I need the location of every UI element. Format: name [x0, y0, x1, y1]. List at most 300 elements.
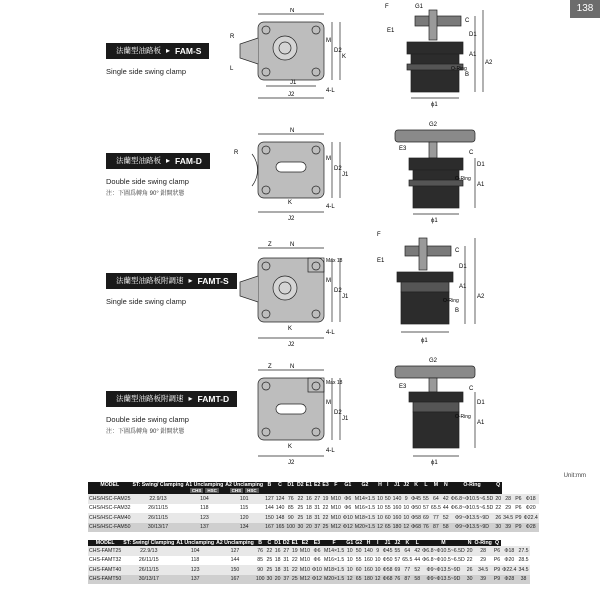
table-cell: 140	[275, 505, 285, 512]
table-cell: Φ22.4	[523, 514, 538, 521]
table-cell: 19	[291, 547, 298, 554]
table-cell: CHS/HSC-FAM25	[89, 495, 131, 502]
table-cell: 42	[442, 495, 449, 502]
table-cell: M20×1.5	[354, 524, 376, 531]
table-cell: 104	[190, 547, 200, 554]
table-cell: 160	[392, 505, 402, 512]
section-fam-d	[0, 118, 600, 230]
side-view-drawing	[375, 228, 495, 350]
table-cell: 134	[239, 524, 249, 531]
column-header: A1 Unclamping	[185, 482, 224, 488]
model-title-bar	[106, 43, 209, 59]
table-cell: 10	[377, 505, 383, 512]
dim-label: A2	[485, 60, 493, 66]
table-header-row	[88, 482, 539, 488]
table-cell: 65	[355, 576, 362, 583]
table-cell: Φ6.8~Φ10.5~6.5D	[450, 505, 494, 512]
dim-label: N	[290, 128, 295, 134]
dim-label: ϕ1	[431, 460, 438, 466]
table-cell: Φ50	[382, 557, 393, 564]
table-cell: 150	[230, 566, 240, 573]
table-cell: 19	[322, 495, 329, 502]
table-cell: CHS-FAMT25	[89, 547, 122, 554]
table-cell: 127	[230, 547, 240, 554]
table-cell: 22	[322, 505, 329, 512]
table-cell: 22	[297, 495, 304, 502]
table-cell: 52	[414, 566, 421, 573]
table-cell: Φ12	[342, 524, 353, 531]
column-header: N	[442, 482, 450, 488]
table-cell: 30	[297, 524, 304, 531]
table-cell: 57	[394, 557, 401, 564]
table-cell: 55	[355, 557, 362, 564]
column-header: D2	[282, 540, 290, 546]
table-cell: 90	[257, 566, 264, 573]
column-header: A2 Unclamping	[216, 540, 254, 546]
dim-label: G2	[429, 358, 438, 364]
table-cell: 144	[230, 557, 240, 564]
table-cell: 118	[191, 557, 200, 564]
table-cell: 10	[377, 514, 383, 521]
column-header: J2	[403, 482, 410, 488]
table-cell: Φ6	[313, 547, 321, 554]
dim-label: N	[290, 242, 295, 248]
table-cell: 26/11/15	[148, 514, 168, 521]
column-header: E3	[322, 482, 329, 488]
table-cell: 167	[230, 576, 240, 583]
column-header: MODEL	[88, 482, 132, 488]
table-cell: 60	[355, 566, 362, 573]
column-header: ST: Swing/ Clamping	[132, 482, 184, 488]
column-header: Q	[496, 482, 501, 488]
table-cell: P6	[515, 495, 522, 502]
dim-label: D1	[477, 400, 485, 406]
arrow-icon: ▸	[166, 46, 171, 55]
column-header: Q	[493, 540, 501, 546]
table-cell: 55	[423, 495, 429, 502]
table-cell: Φ6	[344, 505, 352, 512]
table-cell: 77	[432, 514, 439, 521]
table-cell: 39	[505, 524, 512, 531]
table-cell: 16	[305, 495, 312, 502]
dim-label: G2	[429, 122, 438, 128]
dim-label: O-Ring	[455, 176, 471, 182]
table-cell: M14×1.5	[323, 547, 345, 554]
column-header: I	[384, 482, 392, 488]
table-cell: M10	[299, 557, 311, 564]
table-cell: 137	[190, 576, 200, 583]
section-fam-s	[0, 0, 600, 118]
dim-label: Z	[268, 364, 272, 370]
table-cell: CHS-FAMT50	[89, 576, 122, 583]
dim-label: 4-L	[326, 448, 335, 454]
table-cell: Φ45	[382, 547, 393, 554]
table-cell: Φ6.8~Φ10.5~6.5D	[422, 547, 465, 554]
dim-label: E1	[377, 258, 385, 264]
table-cell: Φ10	[312, 566, 322, 573]
dim-label: J1	[342, 172, 349, 178]
table-cell: 118	[200, 505, 209, 512]
column-header: L	[413, 540, 421, 546]
table-cell: Φ12	[312, 576, 322, 583]
table-cell: M12	[330, 524, 341, 531]
table-cell: 18	[274, 566, 281, 573]
subhead-label: HSC	[247, 488, 257, 493]
table-cell: Φ18	[525, 495, 536, 502]
table-cell: CHS-FAMT32	[89, 557, 122, 564]
table-cell: 22	[322, 514, 329, 521]
table-cell: CHS-FAMT40	[89, 566, 122, 573]
table-cell: 39	[480, 576, 487, 583]
table-cell: 52	[442, 514, 449, 521]
table-cell: P9	[515, 514, 522, 521]
table-cell: 20	[495, 495, 502, 502]
dim-label: C	[469, 150, 474, 156]
table-cell: Φ6.8~Φ10.5~6.5D	[450, 495, 494, 502]
subhead-label: CHS	[231, 488, 242, 493]
table-cell: 26	[495, 514, 502, 521]
table-cell: 58	[414, 576, 421, 583]
table-cell: 30	[495, 524, 502, 531]
dim-label: L	[230, 66, 234, 72]
column-header: L	[422, 482, 430, 488]
table-cell: 31	[283, 566, 290, 573]
table-cell: Φ68	[411, 524, 422, 531]
table-cell: 65.5	[430, 505, 441, 512]
table-cell: 22.9/13	[149, 495, 167, 502]
dim-label: Z	[268, 242, 272, 248]
table-cell: 123	[200, 514, 209, 521]
table-cell: 160	[364, 566, 373, 573]
front-view-drawing	[230, 8, 355, 108]
column-header: D2	[297, 482, 304, 488]
table-cell: 87	[404, 576, 411, 583]
section-title-block	[106, 150, 210, 197]
column-header: J1	[392, 482, 403, 488]
table-cell: P9	[515, 524, 522, 531]
model-code: FAMT-D	[197, 393, 230, 404]
column-header: C	[275, 482, 286, 488]
section-famt-d	[0, 352, 600, 470]
column-header: K	[410, 482, 422, 488]
table-cell: 25	[291, 576, 298, 583]
table-cell: Φ9~Φ13.5~9D	[455, 524, 489, 531]
table-cell: 25	[266, 566, 273, 573]
column-header: E1	[305, 482, 313, 488]
dim-label: A1	[459, 284, 467, 290]
unit-label: Unit:mm	[563, 473, 586, 479]
column-header: B	[255, 540, 266, 546]
column-header: E1	[291, 540, 298, 546]
dim-label: C	[465, 18, 470, 24]
table-cell: 34.5	[478, 566, 489, 573]
table-cell: Φ28	[504, 576, 515, 583]
table-cell: 22	[291, 557, 298, 564]
table-body	[88, 494, 539, 532]
side-view-drawing	[385, 352, 495, 468]
section-subtitle: Single side swing clamp	[106, 66, 187, 76]
table-cell: 10	[346, 547, 353, 554]
dim-label: M	[326, 156, 331, 162]
table-cell: 16	[274, 547, 281, 554]
table-cell: 137	[200, 524, 209, 531]
table-cell: 10	[403, 505, 410, 512]
dim-label: J2	[288, 460, 295, 466]
table-cell: CHS/HSC-FAM32	[89, 505, 131, 512]
dim-label: ϕ1	[431, 102, 438, 108]
dim-label: B	[455, 308, 460, 314]
table-cell: 150	[265, 514, 274, 521]
table-cell: 29	[505, 505, 512, 512]
table-cell: 64	[404, 547, 411, 554]
section-subtitle: Double side swing clamp	[106, 176, 189, 186]
table-cell: 167	[265, 524, 274, 531]
table-cell: P6	[493, 547, 501, 554]
table-cell: M12	[299, 576, 311, 583]
table-cell: 28	[505, 495, 512, 502]
table-cell: Φ20	[525, 505, 536, 512]
dim-label: N	[290, 364, 295, 370]
table-cell: 55	[394, 547, 401, 554]
table-cell: 26/11/15	[148, 505, 168, 512]
column-header: D1	[285, 482, 296, 488]
table-cell: 30	[466, 576, 473, 583]
column-header: E2	[299, 540, 311, 546]
table-row	[88, 556, 530, 566]
table-cell: 42	[414, 547, 421, 554]
spec-table-famt	[88, 540, 530, 584]
table-cell: 85	[257, 557, 264, 564]
column-header: D1	[274, 540, 281, 546]
column-header: F	[330, 482, 342, 488]
section-title-block	[106, 270, 237, 306]
column-header: H	[363, 540, 374, 546]
dim-label: F	[385, 4, 389, 10]
table-cell: 76	[394, 576, 401, 583]
table-cell: 28	[480, 547, 487, 554]
model-title-bar	[106, 391, 237, 407]
dim-label: F	[377, 232, 381, 238]
column-header: H	[376, 482, 384, 488]
column-header: C	[266, 540, 274, 546]
table-cell: 12	[377, 524, 383, 531]
table-cell: Φ10	[342, 514, 353, 521]
table-cell: 38	[520, 576, 527, 583]
table-cell: 34.5	[518, 566, 529, 573]
table-cell: 85	[287, 505, 294, 512]
table-cell: 27	[283, 547, 290, 554]
table-cell: 10	[377, 495, 383, 502]
dim-label: J2	[288, 342, 295, 348]
dim-label: M	[326, 400, 331, 406]
dim-label: ϕ1	[421, 338, 428, 344]
table-cell: M14×1.5	[354, 495, 376, 502]
column-header: E3	[311, 540, 323, 546]
table-cell: 12	[374, 576, 381, 583]
table-cell: 165	[275, 524, 285, 531]
dim-label: E3	[399, 146, 407, 152]
table-cell: M18×1.5	[354, 514, 376, 521]
section-subtitle: Single side swing clamp	[106, 296, 187, 306]
section-note: 注：下圖爲轉角 90° 鉗開狀態	[106, 428, 185, 435]
table-cell: 12	[346, 576, 353, 583]
dim-label: 4-L	[326, 88, 335, 94]
dim-label: R	[230, 34, 235, 40]
table-cell: CHS/HSC-FAM40	[89, 514, 131, 521]
table-cell: 123	[190, 566, 200, 573]
dim-label: D2	[334, 288, 342, 294]
table-cell: 12	[403, 524, 410, 531]
dim-label: A1	[477, 420, 485, 426]
table-cell: 25	[297, 514, 304, 521]
table-cell: 90	[287, 514, 294, 521]
dim-label: D1	[477, 162, 485, 168]
model-code: FAM-D	[175, 155, 202, 166]
table-cell: M10	[330, 514, 341, 521]
column-header: J1	[382, 540, 394, 546]
dim-label: C	[469, 386, 474, 392]
table-cell: 160	[364, 557, 373, 564]
column-header: J2	[394, 540, 401, 546]
column-header: A2 Unclamping	[225, 482, 264, 488]
table-cell: 27.5	[518, 547, 529, 554]
column-header: G2	[354, 482, 376, 488]
model-code: FAMT-S	[197, 275, 229, 286]
column-header: M	[430, 482, 442, 488]
subhead-label: HSC	[207, 488, 217, 493]
table-cell: 22	[495, 505, 502, 512]
section-title-block	[106, 388, 237, 435]
dim-label: A1	[477, 182, 485, 188]
dim-label: R	[234, 150, 239, 156]
model-code: FAM-S	[175, 45, 202, 56]
subhead-label: CHS	[191, 488, 202, 493]
dim-label: M	[326, 278, 331, 284]
dim-label: G1	[415, 4, 424, 10]
table-cell: 76	[257, 547, 264, 554]
table-cell: 28.5	[518, 557, 529, 564]
table-cell: 34.5	[503, 514, 514, 521]
table-cell: 50	[355, 547, 362, 554]
table-cell: 44	[442, 505, 449, 512]
table-cell: Φ18	[504, 547, 515, 554]
table-cell: 30/13/17	[138, 576, 159, 583]
dim-label: B	[465, 72, 470, 78]
table-cell: 87	[432, 524, 439, 531]
side-view-drawing	[385, 120, 495, 224]
table-cell: 22	[291, 566, 298, 573]
table-cell: 58	[442, 524, 449, 531]
dim-label: E1	[387, 28, 395, 34]
table-cell: 55	[384, 505, 391, 512]
table-cell: 127	[265, 495, 274, 502]
column-header: K	[401, 540, 413, 546]
table-cell: 180	[392, 524, 402, 531]
table-cell: M10	[330, 505, 341, 512]
arrow-icon: ▸	[166, 156, 171, 165]
dim-label: A2	[477, 294, 485, 300]
dim-label: D2	[334, 410, 342, 416]
table-cell: Φ68	[382, 576, 393, 583]
subhead-cell	[224, 488, 264, 494]
table-cell: 10	[346, 566, 353, 573]
dim-label: 4-L	[326, 330, 335, 336]
table-cell: 18	[305, 505, 312, 512]
dim-label: E3	[399, 384, 407, 390]
table-body	[88, 546, 530, 584]
spec-table-fam	[88, 482, 539, 532]
arrow-icon: ▸	[188, 276, 193, 285]
table-cell: Φ45	[411, 495, 422, 502]
table-cell: Φ9~Φ13.5~9D	[455, 514, 489, 521]
dim-label: O-Ring	[443, 298, 459, 304]
table-cell: P6	[515, 505, 522, 512]
table-cell: 25	[266, 557, 273, 564]
dim-label: A1	[469, 52, 477, 58]
table-cell: 124	[275, 495, 285, 502]
section-famt-s	[0, 228, 600, 352]
table-cell: M10	[330, 495, 341, 502]
table-cell: 30/13/17	[147, 524, 169, 531]
dim-label: D2	[334, 166, 342, 172]
table-cell: 22	[466, 557, 473, 564]
table-cell: 9	[376, 547, 380, 554]
table-cell: CHS/HSC-FAM50	[89, 524, 131, 531]
column-header: A1 Unclamping	[176, 540, 215, 546]
table-cell: 26	[466, 566, 473, 573]
table-cell: 10	[346, 557, 353, 564]
dim-label: D2	[334, 48, 342, 54]
front-view-drawing	[230, 360, 355, 466]
dim-label: J2	[288, 216, 295, 222]
table-cell: 31	[314, 514, 321, 521]
table-row	[88, 523, 539, 533]
dim-label: K	[288, 200, 293, 206]
table-cell: M10	[299, 566, 311, 573]
table-cell: M18×1.5	[323, 566, 345, 573]
dim-label: Max 18	[326, 258, 343, 264]
dim-label: J1	[342, 416, 349, 422]
dim-label: K	[288, 444, 293, 450]
dim-label: J1	[290, 80, 297, 86]
table-cell: Φ9~Φ13.5~9D	[426, 576, 461, 583]
table-cell: 76	[423, 524, 429, 531]
section-note: 注：下圖爲轉角 90° 鉗開狀態	[106, 190, 185, 197]
table-cell: 10	[374, 566, 381, 573]
dim-label: D1	[459, 264, 467, 270]
table-cell: 60	[384, 514, 391, 521]
column-header: E2	[314, 482, 321, 488]
table-cell: 120	[239, 514, 249, 521]
table-cell: P9	[493, 576, 501, 583]
table-row	[88, 494, 539, 504]
table-cell: P6	[493, 557, 501, 564]
table-cell: 160	[392, 514, 402, 521]
table-cell: 9	[404, 495, 408, 502]
arrow-icon: ▸	[188, 394, 193, 403]
table-cell: 25	[297, 505, 304, 512]
table-cell: 44	[414, 557, 421, 564]
subhead-cell	[185, 488, 225, 494]
table-cell: M16×1.5	[354, 505, 376, 512]
table-cell: 10	[374, 557, 381, 564]
table-cell: 20	[274, 576, 281, 583]
section-subtitle: Double side swing clamp	[106, 414, 189, 424]
table-row	[88, 575, 530, 585]
front-view-drawing	[230, 124, 355, 224]
dim-label: O-Ring	[451, 66, 467, 72]
table-cell: Φ9~Φ13.5~9D	[426, 566, 461, 573]
